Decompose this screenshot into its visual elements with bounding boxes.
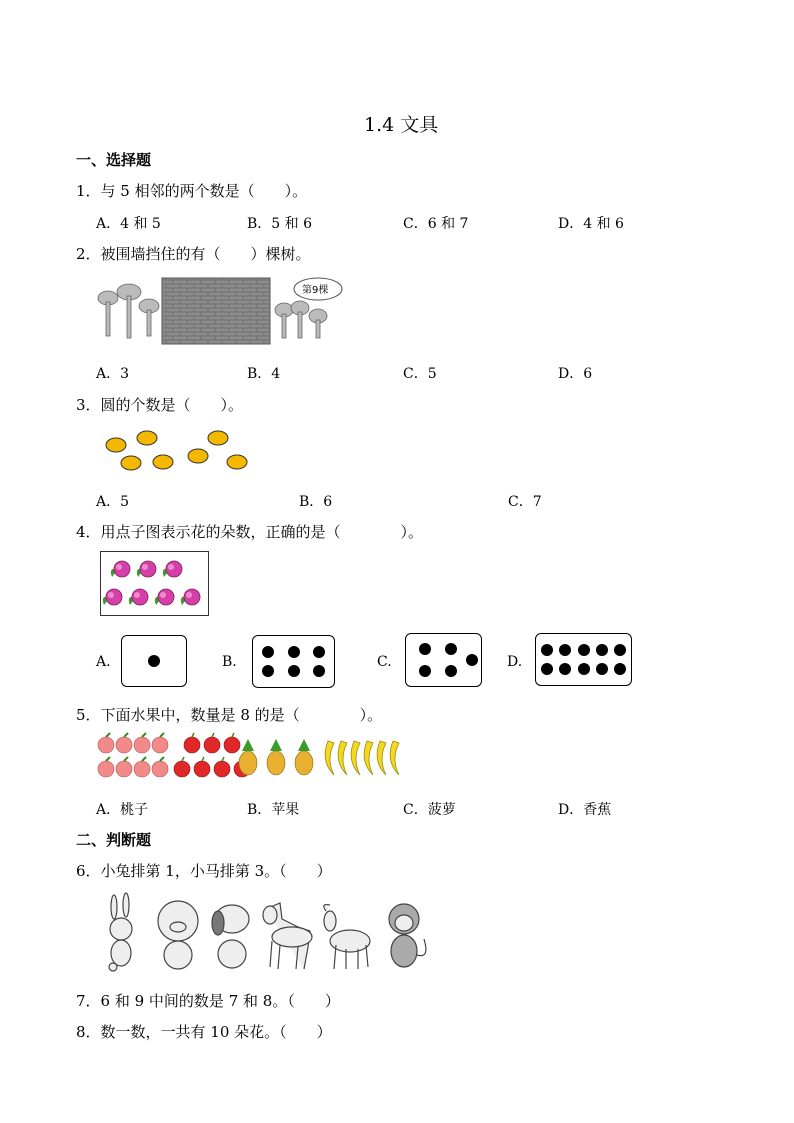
goat-icon (324, 905, 370, 969)
dot (445, 643, 457, 655)
dot (541, 644, 553, 656)
pineapple-icon (295, 739, 313, 775)
circle-shape (137, 431, 157, 445)
brick-wall (162, 278, 270, 344)
peach-icon (98, 757, 114, 777)
q4-option-a-dotbox[interactable] (121, 635, 187, 687)
q4-label-b: B. (222, 654, 237, 670)
circle-shape (188, 449, 208, 463)
banana-icon (390, 741, 399, 775)
apple-icon (174, 757, 190, 777)
apple-icon (184, 733, 200, 753)
tree-icon (275, 301, 327, 338)
tree-icon (98, 284, 159, 338)
trees-wall-illustration (96, 272, 356, 352)
q4-label-a: A. (96, 654, 111, 670)
dot (148, 655, 160, 667)
question-3: 3．圆的个数是（ ）。 (76, 396, 244, 414)
circle-shape (227, 455, 247, 469)
q1-option-a[interactable]: A．4 和 5 (96, 216, 161, 232)
monkey-icon (389, 904, 426, 967)
dot (419, 643, 431, 655)
dot (578, 644, 590, 656)
question-8: 8．数一数，一共有 10 朵花。（ ） (76, 1023, 332, 1041)
apple-icon (224, 733, 240, 753)
q2-option-a[interactable]: A．3 (96, 366, 130, 382)
section-heading-judge: 二、判断题 (76, 831, 152, 849)
section-heading-choice: 一、选择题 (76, 151, 152, 169)
peach-icon (152, 733, 168, 753)
circle-shape (106, 438, 126, 452)
dot (578, 663, 590, 675)
dot (466, 654, 478, 666)
peach-icon (152, 757, 168, 777)
circle-shape (208, 431, 228, 445)
question-1: 1．与 5 相邻的两个数是（ ）。 (76, 182, 308, 200)
q1-option-c[interactable]: C．6 和 7 (403, 216, 469, 232)
horse-icon (263, 903, 312, 969)
dot (614, 644, 626, 656)
q5-option-a[interactable]: A．桃子 (96, 802, 149, 818)
pineapple-icon (267, 739, 285, 775)
q1-option-b[interactable]: B．5 和 6 (247, 216, 313, 232)
q2-option-d[interactable]: D．6 (558, 366, 593, 382)
pig-icon (158, 901, 198, 969)
q4-option-b-dotbox[interactable] (252, 635, 335, 688)
apple-icon (214, 757, 230, 777)
question-6: 6．小兔排第 1，小马排第 3。（ ） (76, 862, 332, 880)
dot (288, 665, 300, 677)
peach-icon (98, 733, 114, 753)
q5-option-d[interactable]: D．香蕉 (558, 802, 612, 818)
q2-option-b[interactable]: B．4 (247, 366, 281, 382)
question-2: 2．被围墙挡住的有（ ）棵树。 (76, 245, 311, 263)
dot (262, 646, 274, 658)
pineapple-icon (239, 739, 257, 775)
dot (596, 644, 608, 656)
banana-icon (351, 741, 360, 775)
dot (313, 665, 325, 677)
q3-option-c[interactable]: C．7 (508, 494, 542, 510)
q4-label-c: C. (377, 654, 392, 670)
q4-option-d-dotbox[interactable] (535, 633, 632, 686)
dot (614, 663, 626, 675)
bubble-text: 第9棵 (302, 285, 329, 296)
q4-label-d: D. (507, 654, 523, 670)
banana-icon (364, 741, 373, 775)
banana-icon (338, 741, 347, 775)
q3-option-b[interactable]: B．6 (299, 494, 333, 510)
q5-option-b[interactable]: B．苹果 (247, 802, 300, 818)
apple-icon (204, 733, 220, 753)
dot (262, 665, 274, 677)
circle-shape (153, 455, 173, 469)
banana-icon (325, 741, 334, 775)
dog-icon (212, 905, 249, 968)
peach-icon (116, 757, 132, 777)
apple-icon (194, 757, 210, 777)
rabbit-icon (109, 893, 132, 971)
peach-icon (116, 733, 132, 753)
flowers-illustration (100, 551, 210, 617)
peach-icon (134, 757, 150, 777)
q2-option-c[interactable]: C．5 (403, 366, 437, 382)
animals-illustration (104, 895, 434, 975)
dot (445, 665, 457, 677)
circles-illustration (100, 428, 260, 478)
dot (596, 663, 608, 675)
question-7: 7．6 和 9 中间的数是 7 和 8。（ ） (76, 992, 340, 1010)
circle-shape (121, 456, 141, 470)
question-4: 4．用点子图表示花的朵数，正确的是（ ）。 (76, 523, 424, 541)
dot (288, 646, 300, 658)
dot (541, 663, 553, 675)
dot (559, 644, 571, 656)
dot (419, 665, 431, 677)
q5-option-c[interactable]: C．菠萝 (403, 802, 456, 818)
peach-icon (134, 733, 150, 753)
question-5: 5．下面水果中，数量是 8 的是（ ）。 (76, 706, 383, 724)
dot (559, 663, 571, 675)
q3-option-a[interactable]: A．5 (96, 494, 130, 510)
dot (313, 646, 325, 658)
banana-icon (377, 741, 386, 775)
fruits-illustration (96, 733, 416, 783)
q4-option-c-dotbox[interactable] (405, 633, 482, 687)
page-title: 1.4 文具 (364, 114, 439, 136)
q1-option-d[interactable]: D．4 和 6 (558, 216, 624, 232)
